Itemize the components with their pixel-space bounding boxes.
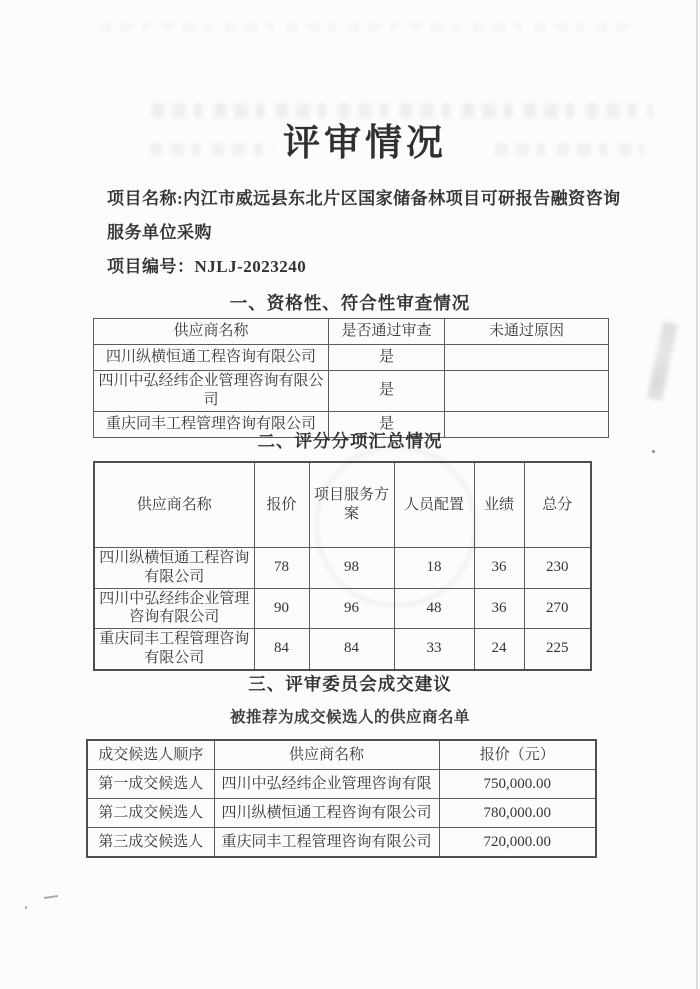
section-2-heading: 二、评分分项汇总情况: [257, 431, 443, 451]
scan-smudge: [647, 321, 678, 400]
table-row: [94, 588, 591, 629]
header-cell: 未通过原因: [445, 319, 609, 345]
staffing-score-cell: 48: [394, 588, 474, 629]
header-cell: 人员配置: [394, 462, 474, 548]
header-cell: 业绩: [474, 462, 524, 548]
staffing-score-cell: 33: [394, 629, 474, 670]
table-row: [87, 770, 596, 799]
table-row: [94, 345, 609, 371]
staffing-score-cell: 18: [394, 548, 474, 589]
total-score-cell: 225: [524, 629, 591, 670]
table-row: [87, 828, 596, 858]
supplier-name-cell: 重庆同丰工程管理咨询有限公司: [94, 629, 254, 670]
header-cell: 总分: [524, 462, 591, 548]
section-3-heading: 三、评审委员会成交建议: [248, 674, 452, 694]
supplier-name-cell: 重庆同丰工程管理咨询有限公司: [214, 828, 439, 858]
supplier-name-cell: 重庆同丰工程管理咨询有限公司: [94, 411, 329, 437]
candidate-rank-cell: 第一成交候选人: [87, 770, 214, 799]
table-row: [94, 548, 591, 589]
scan-speck: [25, 906, 27, 909]
pass-review-cell: 是: [329, 345, 445, 371]
service-plan-score-cell: 98: [309, 548, 394, 589]
header-cell: 项目服务方案: [309, 462, 394, 548]
table-row: [87, 799, 596, 828]
service-plan-score-cell: 84: [309, 629, 394, 670]
price-score-cell: 90: [254, 588, 309, 629]
header-cell: 是否通过审查: [329, 319, 445, 345]
project-number-value: NJLJ-2023240: [194, 257, 307, 276]
project-number-line: [107, 252, 306, 277]
fail-reason-cell: [445, 371, 609, 412]
table-header-row: [94, 462, 591, 548]
supplier-name-cell: 四川纵横恒通工程咨询有限公司: [214, 799, 439, 828]
candidate-rank-cell: 第三成交候选人: [87, 828, 214, 858]
header-cell: 报价: [254, 462, 309, 548]
header-cell: 成交候选人顺序: [87, 740, 214, 770]
table-header-row: [94, 319, 609, 345]
header-cell: 供应商名称: [94, 462, 254, 548]
total-score-cell: 270: [524, 588, 591, 629]
supplier-name-cell: 四川纵横恒通工程咨询有限公司: [94, 548, 254, 589]
page-title: 评审情况: [283, 123, 447, 164]
award-candidates-table: [86, 739, 597, 858]
project-number-label: 项目编号：: [107, 257, 195, 276]
score-summary-table: [93, 461, 592, 671]
candidate-list-subtitle: 被推荐为成交候选人的供应商名单: [229, 709, 470, 726]
project-name-label: 项目名称:: [107, 189, 184, 208]
price-score-cell: 84: [254, 629, 309, 670]
bid-price-cell: 780,000.00: [439, 799, 596, 828]
project-name-line: [107, 184, 621, 209]
service-plan-score-cell: 96: [309, 588, 394, 629]
header-cell: 供应商名称: [214, 740, 439, 770]
candidate-rank-cell: 第二成交候选人: [87, 799, 214, 828]
table-header-row: [87, 740, 596, 770]
bid-price-cell: 720,000.00: [439, 828, 596, 858]
table-row: [94, 371, 609, 412]
supplier-name-cell: 四川中弘经纬企业管理咨询有限公司: [94, 588, 254, 629]
total-score-cell: 230: [524, 548, 591, 589]
table-row: [94, 629, 591, 670]
price-score-cell: 78: [254, 548, 309, 589]
qualification-review-table: [93, 318, 609, 438]
header-cell: 供应商名称: [94, 319, 329, 345]
scan-mark: [44, 895, 58, 899]
pass-review-cell: 是: [329, 411, 445, 437]
supplier-name-cell: 四川中弘经纬企业管理咨询有限: [214, 770, 439, 799]
performance-score-cell: 36: [474, 548, 524, 589]
performance-score-cell: 24: [474, 629, 524, 670]
header-cell: 报价（元）: [439, 740, 596, 770]
section-1-heading: 一、资格性、符合性审查情况: [229, 293, 471, 313]
pass-review-cell: 是: [329, 371, 445, 412]
bid-price-cell: 750,000.00: [439, 770, 596, 799]
supplier-name-cell: 四川中弘经纬企业管理咨询有限公司: [94, 371, 329, 412]
project-name-value: 内江市威远县东北片区国家储备林项目可研报告融资咨询: [183, 189, 621, 208]
supplier-name-cell: 四川纵横恒通工程咨询有限公司: [94, 345, 329, 371]
bleed-through-artifact: [100, 22, 640, 31]
fail-reason-cell: [445, 345, 609, 371]
performance-score-cell: 36: [474, 588, 524, 629]
project-name-continuation: 服务单位采购: [107, 223, 212, 242]
